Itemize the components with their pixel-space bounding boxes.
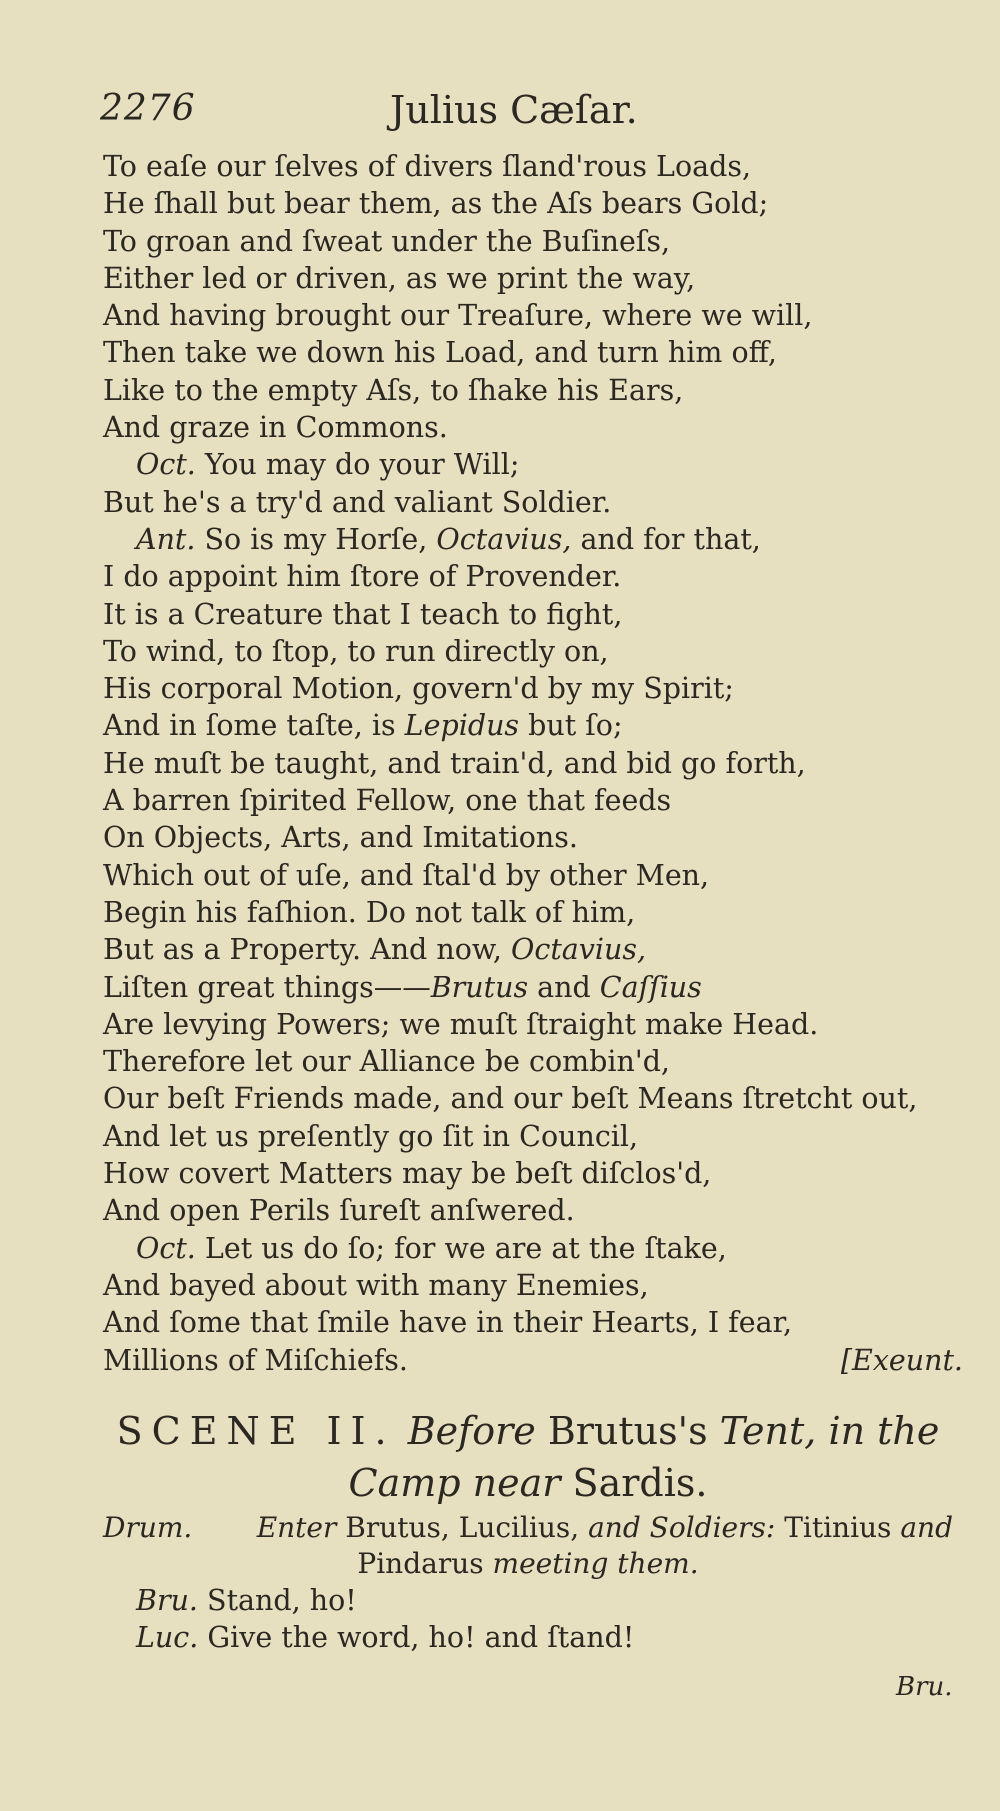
scene-location: Tent, in the bbox=[707, 1409, 940, 1453]
verse-line: How covert Matters may be beſt diſclos'd, bbox=[103, 1157, 712, 1191]
speaker-name: Luc. bbox=[136, 1621, 199, 1655]
speech-line bbox=[103, 1230, 963, 1267]
stage-direction-line bbox=[103, 1510, 953, 1546]
character-name: Octavius, bbox=[511, 933, 647, 967]
verse-line: Then take we down his Load, and turn him off, bbox=[103, 336, 777, 370]
character-name: Brutus bbox=[430, 970, 529, 1004]
stage-direction-drum: Drum. bbox=[103, 1511, 193, 1544]
verse-line: Which out of uſe, and ſtal'd by other Men, bbox=[103, 858, 710, 892]
verse-line: But he's a try'd and valiant Soldier. bbox=[103, 485, 612, 519]
speaker-name: Ant. bbox=[136, 522, 196, 556]
em-dash: —— bbox=[373, 970, 431, 1004]
verse-line: He ſhall but bear them, as the Aſs bears Gold; bbox=[103, 187, 769, 221]
verse-text: but ſo; bbox=[519, 709, 623, 743]
speech-text: and for that, bbox=[571, 522, 761, 556]
stage-direction-text: and Soldiers: bbox=[579, 1511, 776, 1544]
verse-line: To groan and ſweat under the Buſineſs, bbox=[103, 224, 671, 258]
stage-direction-text: meeting them. bbox=[483, 1547, 699, 1580]
speech-text: Give the word, ho! and ſtand! bbox=[198, 1621, 635, 1655]
verse-text: And in ſome taſte, is bbox=[103, 709, 405, 743]
scene-number: SCENE II. bbox=[116, 1409, 396, 1453]
verse-line: And bayed about with many Enemies, bbox=[103, 1268, 649, 1302]
verse-line: His corporal Motion, govern'd by my Spirit; bbox=[103, 672, 734, 706]
character-name: Pindarus bbox=[357, 1547, 484, 1580]
verse-line: Either led or driven, as we print the way, bbox=[103, 261, 696, 295]
stage-direction-line bbox=[103, 1546, 953, 1582]
exit-direction: [Exeunt. bbox=[840, 1343, 963, 1377]
verse-line: On Objects, Arts, and Imitations. bbox=[103, 821, 578, 855]
verse-line bbox=[103, 931, 963, 968]
character-name: Caſſius bbox=[599, 970, 702, 1004]
verse-line: He muſt be taught, and train'd, and bid go forth, bbox=[103, 746, 806, 780]
speech-line bbox=[103, 1582, 963, 1619]
speech-text: So is my Horſe, bbox=[195, 522, 437, 556]
character-name: Brutus, Lucilius, bbox=[336, 1511, 580, 1544]
page-number: 2276 bbox=[100, 88, 196, 129]
stage-direction-text: Enter bbox=[256, 1511, 337, 1544]
speaker-name: Bru. bbox=[136, 1584, 198, 1617]
verse-line: Our beſt Friends made, and our beſt Means ſtretcht out, bbox=[103, 1082, 918, 1116]
speaker-name: Oct. bbox=[136, 1231, 196, 1265]
verse-text: Millions of Miſchiefs. bbox=[103, 1343, 408, 1377]
speech-text: You may do your Will; bbox=[195, 448, 520, 482]
verse-line: To eaſe our ſelves of divers ſland'rous Loads, bbox=[103, 150, 752, 183]
character-name: Lepidus bbox=[404, 709, 520, 743]
dialogue-block bbox=[103, 1582, 963, 1657]
verse-line: And open Perils ſureſt anſwered. bbox=[103, 1194, 575, 1228]
character-name: Octavius, bbox=[436, 522, 572, 556]
speech-line bbox=[103, 521, 963, 558]
verse-text: Liſten great things bbox=[103, 970, 374, 1004]
verse-line: It is a Creature that I teach to fight, bbox=[103, 597, 623, 631]
verse-line bbox=[103, 969, 963, 1006]
speech-line bbox=[103, 446, 963, 483]
verse-line: Like to the empty Aſs, to ſhake his Ears, bbox=[103, 373, 684, 407]
verse-block bbox=[103, 148, 963, 1379]
stage-direction bbox=[103, 1510, 953, 1582]
speech-text: Let us do ſo; for we are at the ſtake, bbox=[195, 1231, 727, 1265]
verse-line: And let us preſently go ſit in Council, bbox=[103, 1119, 639, 1153]
scene-location: Brutus's bbox=[535, 1409, 708, 1453]
running-header bbox=[100, 88, 940, 148]
verse-line bbox=[103, 1342, 963, 1379]
stage-direction-entry bbox=[257, 1510, 953, 1546]
verse-line: Therefore let our Alliance be combin'd, bbox=[103, 1045, 670, 1079]
verse-line: And ſome that ſmile have in their Hearts, I fear, bbox=[103, 1306, 793, 1340]
verse-text: and bbox=[528, 970, 600, 1004]
speech-line bbox=[103, 1619, 963, 1656]
scene-heading-line bbox=[103, 1457, 953, 1509]
speaker-name: Oct. bbox=[136, 448, 196, 482]
scene-location: Sardis. bbox=[560, 1461, 708, 1505]
stage-direction-text: and bbox=[891, 1511, 953, 1544]
scene-location: Before bbox=[407, 1409, 536, 1453]
scene-heading-line bbox=[103, 1405, 953, 1457]
catchword: Bru. bbox=[896, 1672, 953, 1702]
verse-line: And having brought our Treaſure, where we will, bbox=[103, 299, 813, 333]
verse-line: Begin his faſhion. Do not talk of him, bbox=[103, 895, 636, 929]
running-title: Julius Cæſar. bbox=[390, 88, 638, 132]
verse-line: I do appoint him ſtore of Provender. bbox=[103, 560, 622, 594]
verse-text: But as a Property. And now, bbox=[103, 933, 512, 967]
verse-line: To wind, to ſtop, to run directly on, bbox=[103, 634, 609, 668]
speech-text: Stand, ho! bbox=[197, 1584, 357, 1617]
scene-location: Camp near bbox=[348, 1461, 561, 1505]
verse-line: A barren ſpirited Fellow, one that feeds bbox=[103, 784, 672, 818]
verse-line bbox=[103, 707, 963, 744]
verse-line: Are levying Powers; we muſt ſtraight make Head. bbox=[103, 1007, 819, 1041]
scene-heading bbox=[103, 1405, 953, 1509]
verse-line: And graze in Commons. bbox=[103, 411, 448, 445]
character-name: Titinius bbox=[775, 1511, 892, 1544]
